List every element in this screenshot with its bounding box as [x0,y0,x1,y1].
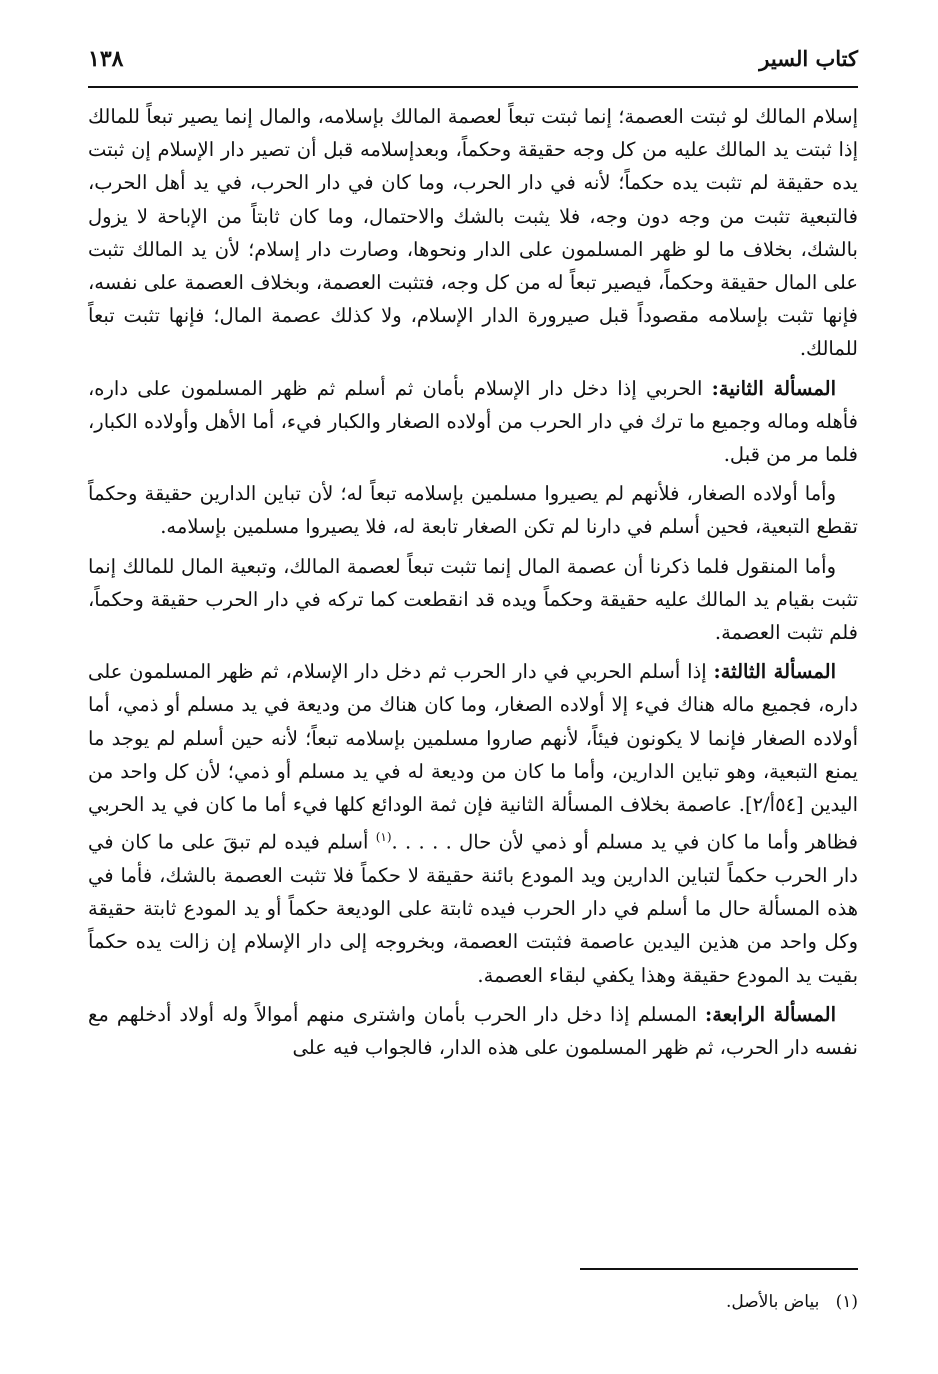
paragraph [88,655,858,992]
paragraph [88,477,858,543]
section-heading: المسألة الثانية: [711,376,836,400]
paragraph-text: وأما أولاده الصغار، فلأنهم لم يصيروا مسلمين بإسلامه تبعاً له؛ لأن تباين الدارين حقيقة وحكماً تقطع التبعية، فحين أسلم في دارنا لم تكن الصغار تابعة له، فلا يصيروا مسلمين بإسلامه. [88,482,858,539]
footnote-rule [580,1268,858,1270]
footnote-marker: (١) [835,1292,858,1312]
paragraph-text: إذا أسلم الحربي في دار الحرب ثم دخل دار الإسلام، ثم ظهر المسلمون على داره، فجميع ماله هناك فيء إلا أولاده الصغار، وما كان هناك من وديعة في يد مسلم أو ذمي، أما أولاده الصغار فإنما لا يكونون فيئاً، لأنهم صاروا مسلمين بإسلامه تبعاً؛ لأنه حين أسلم لم يوجد ما يمنع التبعية، وهو تباين الدارين، وأما ما كان من وديعة له في يد مسلم أو ذمي؛ لأن كل واحد من اليدين [٥٤أ/٢]. عاصمة بخلاف المسألة الثانية فإن ثمة الودائع كلها فيء أما ما كان في يد الحربي فظاهر وأما ما كان في يد مسلم أو ذمي لأن حال . . . . . [88,660,858,854]
paragraph-text: وأما المنقول فلما ذكرنا أن عصمة المال إنما تثبت تبعاً لعصمة المالك، وتبعية المال للمالك إنما تثبت بقيام يد المالك عليه حقيقة وحكماً ويده قد انقطعت كما تركه في دار الحرب حقيقة وحكماً، فلم تثبت العصمة. [88,554,858,645]
page-body [88,100,858,1070]
section-heading: المسألة الرابعة: [705,1002,836,1026]
footnote-ref[interactable]: (١) [375,830,392,845]
paragraph-text: الحربي إذا دخل دار الإسلام بأمان ثم أسلم ثم ظهر المسلمون على داره، فأهله وماله وجميع ما ترك في دار الحرب من أولاده الصغار والكبار فيء، أما الأهل وأولاده الكبار، فلما مر من قبل. [88,376,858,467]
paragraph [88,998,858,1064]
header-rule [88,86,858,88]
section-heading: المسألة الثالثة: [713,660,836,684]
running-title: كتاب السير [759,46,858,71]
paragraph-text: المسلم إذا دخل دار الحرب بأمان واشترى منهم أموالاً وله أولاد أدخلهم مع نفسه دار الحرب، ثم ظهر المسلمون على هذه الدار، فالجواب فيه على [88,1002,858,1059]
footnote [726,1292,858,1312]
page-number: ١٣٨ [88,46,124,72]
page-header [88,44,858,84]
paragraph [88,100,858,366]
paragraph-text: أسلم فيده لم تبقَ على ما كان في دار الحرب حكماً لتباين الدارين ويد المودع بائنة حقيقة لا حكماً فلا تثبت العصمة بالشك، فأما في هذه المسألة حال ما أسلم في دار الحرب فيده ثابتة على الوديعة حكماً أو يد المودع ثابتة حقيقة وكل واحد من هذين اليدين عاصمة فثبتت العصمة، وبخروجه إلى دار الإسلام إن زالت يده حكماً بقيت يد المودع حقيقة وهذا يكفي لبقاء العصمة. [88,830,858,987]
paragraph-text: إسلام المالك لو ثبتت العصمة؛ إنما ثبتت تبعاً لعصمة المالك بإسلامه، والمال إنما يصير تبعاً للمالك إذا ثبتت يد المالك عليه من كل وجه حقيقة وحكماً، وبعدإسلامه قبل أن تصير دار الإسلام إن ثبتت يده حقيقة لم تثبت يده حكماً؛ لأنه في دار الحرب، وما كان في دار الحرب، في يد أهل الحرب، فالتبعية تثبت من وجه دون وجه، فلا يثبت بالشك والاحتمال، وما كان ثابتاً من الإباحة لا يزول بالشك، بخلاف ما لو ظهر المسلمون على الدار ونحوها، وصارت دار إسلام؛ لأن يد المالك تثبت على المال حقيقة وحكماً، فيصير تبعاً له من كل وجه، فتثبت العصمة، وبخلاف العصمة على نفسه، فإنها تثبت بإسلامه مقصوداً قبل صيرورة الدار الإسلام، ولا كذلك عصمة المال؛ فإنها تثبت تبعاً للمالك. [88,105,858,361]
footnote-text: بياض بالأصل. [726,1292,820,1312]
paragraph [88,372,858,472]
paragraph [88,550,858,650]
